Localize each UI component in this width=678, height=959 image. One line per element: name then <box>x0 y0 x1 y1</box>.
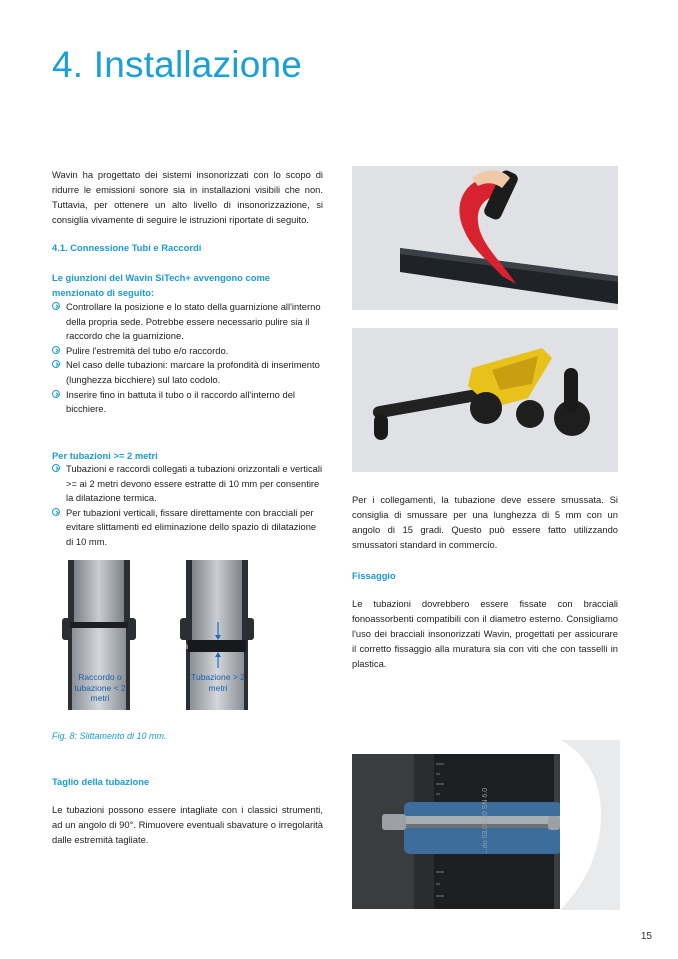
chevron-circle-icon <box>52 508 60 516</box>
list-item: Inserire fino in battuta il tubo o il raccordo all'interno del bicchiere. <box>52 388 323 417</box>
decorative-corner-shape <box>560 740 620 910</box>
section-4-1-heading: 4.1. Connessione Tubi e Raccordi <box>52 242 202 253</box>
right-pipe-label: Tubazione > 2 metri <box>191 672 245 693</box>
left-pipe-label: Raccordo o tubazione < 2 metri <box>74 672 126 703</box>
pipes-2m-heading: Per tubazioni >= 2 metri <box>52 450 158 461</box>
list-item: Tubazioni e raccordi collegati a tubazioni orizzontali e verticali >= ai 2 metri devono essere estratte di 10 mm per consentire la dilatazione termica. <box>52 462 323 506</box>
intro-paragraph: Wavin ha progettato dei sistemi insonorizzati con lo scopo di ridurre le emissioni sonore sia in installazioni visibili che non. Tuttavia, per ottenere un alto livello di insonorizzazione, si consiglia vivamente di seguire le istruzioni riportate di seguito. <box>52 169 323 225</box>
page-title: 4. Installazione <box>52 44 303 85</box>
pipe-cutter-photo <box>352 166 618 310</box>
chevron-circle-icon <box>52 346 60 354</box>
list-item: Controllare la posizione e lo stato della guarnizione all'interno della propria sede. Potrebbe essere necessario pulire sia il raccordo che la guarnizione. <box>52 300 323 344</box>
pipes-2m-list <box>52 462 323 550</box>
chamfer-tool-photo <box>352 328 618 472</box>
joints-list <box>52 300 323 417</box>
chamfer-paragraph: Per i collegamenti, la tubazione deve essere smussata. Si consiglia di smussare per una lunghezza di 5 mm con un angolo di 15 gradi. Questo può essere fatto utilizzando smussatori standard in commercio. <box>352 494 618 550</box>
fixing-paragraph: Le tubazioni dovrebbero essere fissate con bracciali fonoassorbenti compatibili con il diametro esterno. Consigliamo l'uso dei bracciali insonorizzati Wavin, progettati per assicurare il corretto fissaggio alla muratura sia con viti che con tasselli in plastica. <box>352 598 618 669</box>
list-item: Per tubazioni verticali, fissare direttamente con bracciali per evitare slittamenti ed eliminazione dello spazio di dilatazione di 10 mm. <box>52 506 323 550</box>
chevron-circle-icon <box>52 302 60 310</box>
page-number: 15 <box>640 931 652 942</box>
cutting-heading: Taglio della tubazione <box>52 776 150 787</box>
chevron-circle-icon <box>52 464 60 472</box>
chevron-circle-icon <box>52 390 60 398</box>
joints-subheading: Le giunzioni del Wavin SiTech+ avvengono come menzionato di seguito: <box>52 272 271 298</box>
chevron-circle-icon <box>52 360 60 368</box>
cutting-paragraph: Le tubazioni possono essere intagliate con i classici strumenti, ad un angolo di 90°. Rimuovere eventuali sbavature o irregolarità dalle estremità tagliate. <box>52 804 323 845</box>
list-item: Pulire l'estremità del tubo e/o raccordo. <box>52 344 323 359</box>
list-item: Nel caso delle tubazioni: marcare la profondità di inserimento (lunghezza bicchiere) sul lato codolo. <box>52 358 323 387</box>
gap-label: 10 mm <box>162 641 188 651</box>
fixing-heading: Fissaggio <box>352 570 396 581</box>
clamp-pipe-print: ...do 03.03.20 SN 6.0 <box>482 787 489 854</box>
figure-caption: Fig. 8: Slittamento di 10 mm. <box>52 731 167 741</box>
pipe-clamp-photo <box>352 754 560 909</box>
